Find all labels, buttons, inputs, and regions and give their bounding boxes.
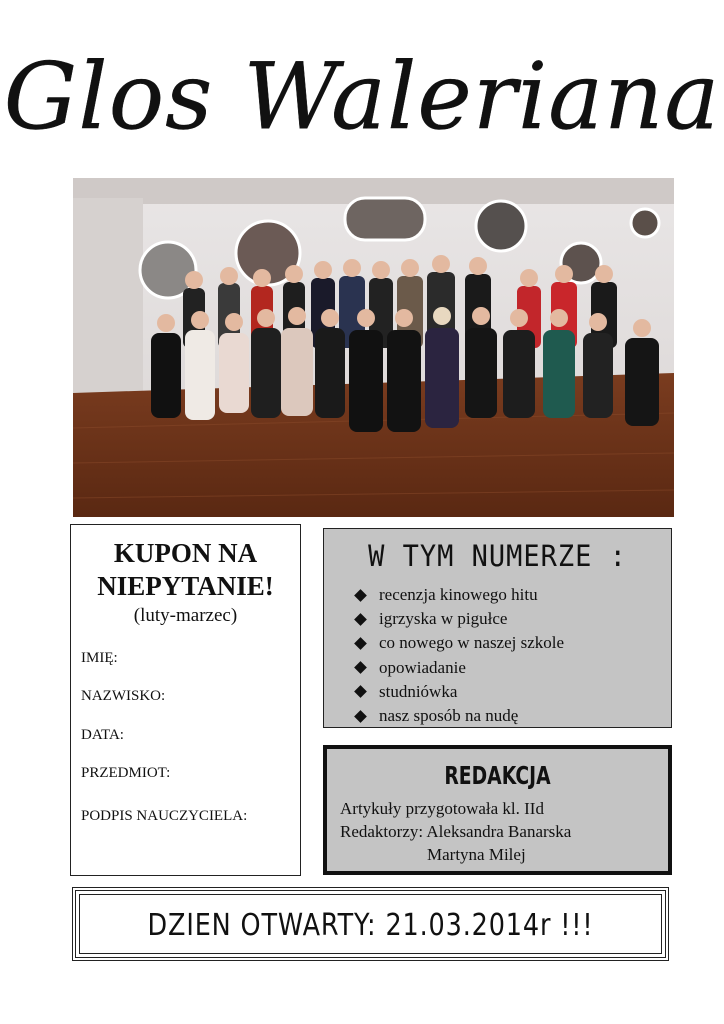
list-item-text: nasz sposób na nudę: [379, 706, 519, 726]
coupon-box: [70, 524, 301, 876]
diamond-bullet-icon: [354, 637, 367, 650]
coupon-title: [71, 537, 300, 603]
group-photo-illustration: [73, 178, 674, 517]
group-photo: [73, 178, 674, 517]
diamond-bullet-icon: [354, 589, 367, 602]
list-item: [356, 631, 564, 655]
editorial-box: [323, 745, 672, 875]
list-item-text: opowiadanie: [379, 657, 466, 677]
diamond-bullet-icon: [354, 661, 367, 674]
list-item-text: co nowego w naszej szkole: [379, 633, 565, 653]
in-this-issue-title: W TYM NUMERZE :: [368, 539, 627, 574]
editorial-title: REDAKCJA: [444, 761, 551, 790]
in-this-issue-box: [323, 528, 672, 728]
list-item-text: studniówka: [379, 681, 458, 701]
editorial-line-editor-2: Martyna Milej: [427, 845, 526, 864]
diamond-bullet-icon: [354, 710, 367, 723]
list-item: [356, 680, 564, 704]
coupon-field-date: DATA:: [81, 727, 124, 743]
coupon-subtitle: (luty-marzec): [133, 605, 238, 626]
coupon-title-line1: KUPON NA: [113, 538, 258, 568]
editorial-line-articles: Artykuły przygotowała kl. IId: [340, 799, 544, 818]
list-item: [356, 656, 564, 680]
diamond-bullet-icon: [354, 613, 367, 626]
diamond-bullet-icon: [354, 686, 367, 699]
masthead-title: Glos Waleriana: [3, 43, 721, 150]
editorial-line-editors: Redaktorzy: Aleksandra Banarska: [340, 822, 572, 841]
list-item: [356, 583, 564, 607]
list-item: [356, 607, 564, 631]
list-item-text: igrzyska w pigułce: [379, 609, 508, 629]
coupon-title-line2: NIEPYTANIE!: [97, 571, 274, 601]
list-item-text: recenzja kinowego hitu: [379, 585, 538, 604]
coupon-field-first-name: IMIĘ:: [81, 650, 118, 666]
in-this-issue-list: [356, 583, 564, 728]
open-day-banner: [72, 887, 669, 961]
list-item: [356, 704, 564, 728]
coupon-field-teacher-signature: PODPIS NAUCZYCIELA:: [81, 808, 248, 824]
open-day-text: DZIEN OTWARTY: 21.03.2014r !!!: [147, 908, 594, 943]
coupon-field-last-name: NAZWISKO:: [81, 688, 166, 704]
coupon-field-subject: PRZEDMIOT:: [81, 765, 171, 781]
